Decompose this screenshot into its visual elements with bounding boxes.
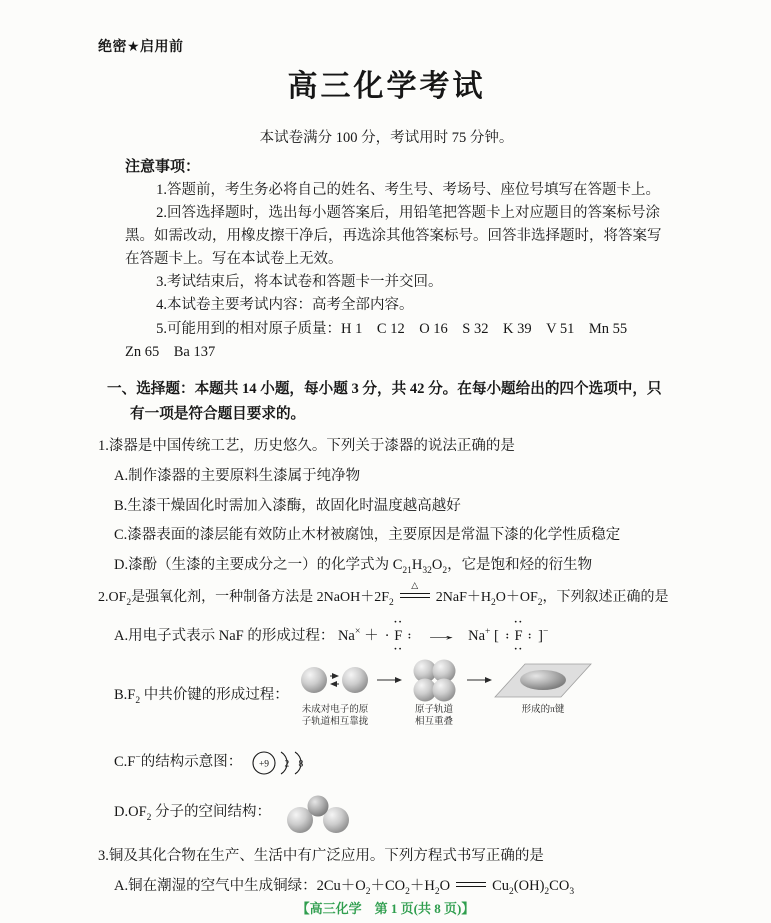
sodium-electron-mark: × [354,626,361,638]
shell-electron-count: 2 [284,759,290,770]
electron-dots-right: : [527,629,532,642]
chem-equals-sign: △ [400,593,430,598]
diagram-caption: 未成对电子的原 [301,704,369,715]
notice-item-1: 1.答题前，考生务必将自己的姓名、考生号、考场号、座位号填写在答题卡上。 [156,181,661,198]
diagram-caption: 原子轨道 [414,704,453,715]
electron-dots-top: ·· [393,616,403,629]
notice-heading: 注意事项： [125,158,201,175]
q1-option-b: B.生漆干燥固化时需加入漆酶，故固化时温度越高越好 [114,497,461,514]
chem-equals-sign [456,882,486,887]
reaction-arrow: → [422,628,461,645]
fluoride-ion-structure-diagram [250,743,316,783]
fluorine-symbol: F [394,628,403,645]
q2-option-c-label: C.F−的结构示意图： [114,753,243,771]
electron-dots-bottom: ·· [513,642,524,655]
orbital-sphere [342,667,368,693]
question-3 [98,846,675,899]
q2-option-a [114,616,675,655]
q2-option-d [114,791,675,837]
electron-dot-left: · [385,629,389,642]
fluoride-ion-lewis [505,616,532,655]
diagram-caption: 形成的π键 [521,704,565,715]
nucleus-charge: +9 [259,759,270,770]
question-2 [98,580,675,836]
electron-dots-bottom: ·· [393,642,403,655]
q2-option-b [114,659,675,735]
bracket-open: [ [494,628,499,645]
q2-option-a-label: A.用电子式表示 NaF 的形成过程： [114,628,335,645]
exam-title: 高三化学考试 [287,70,486,103]
bracket-close: ] [538,628,544,645]
of2-molecule-model [279,791,357,837]
exam-info-line: 本试卷满分 100 分，考试用时 75 分钟。 [259,129,514,146]
pi-bond-cloud [520,670,566,690]
cation-charge: + [485,627,491,638]
atomic-masses-line2: Zn 65 Ba 137 [125,343,216,360]
notice-section [125,155,675,365]
sodium-atom-symbol: Na [337,628,355,645]
section-1-heading: 一、选择题：本题共 14 小题，每小题 3 分，共 42 分。在每小题给出的四个选项中，只有一项是符合题目要求的。 [107,381,662,423]
question-3-stem: 3.铜及其化合物在生产、生活中有广泛应用。下列方程式书写正确的是 [98,847,544,864]
electron-dots-right: : [407,629,412,642]
electron-dots-top: ·· [513,616,524,629]
shell-electron-count: 8 [298,759,304,770]
question-1-stem: 1.漆器是中国传统工艺，历史悠久。下列关于漆器的说法正确的是 [98,438,515,455]
diagram-caption: 子轨道相互靠拢 [301,716,369,727]
question-1 [98,436,675,578]
page-footer: 【高三化学 第 1 页(共 8 页)】 [296,901,475,916]
notice-item-2: 2.回答选择题时，选出每小题答案后，用铅笔把答题卡上对应题目的答案标号涂黑。如需改动，用橡皮擦干净后，再选涂其他答案标号。回答非选择题时，将答案写在答题卡上。写在本试卷上无效。 [125,204,662,268]
fluorine-symbol: F [514,628,523,645]
electron-dots-left: : [505,629,510,642]
orbital-sphere [301,667,327,693]
q2-option-b-label: $B.F_2$ 中共价键的形成过程： [114,687,289,707]
anion-charge: − [543,627,549,638]
q2-option-c [114,743,675,783]
question-2-stem: $2.OF_2$是强氧化剂，一种制备方法是 $2NaOH+2F_2$ △ $2NaF+H_2O+OF_2$，下列叙述正确的是 [98,580,669,609]
overlapping-orbital-lobe [432,678,455,701]
fluorine-atom-lewis [385,616,412,655]
notice-item-5 [125,318,675,364]
sodium-ion-symbol: Na [468,628,486,645]
q1-option-a: A.制作漆器的主要原料生漆属于纯净物 [114,467,361,484]
q2-option-d-label: $D.OF_2$ 分子的空间结构： [114,804,272,824]
q1-option-d: D.漆酚（生漆的主要成分之一）的化学式为 $C_{21}H_{32}O_2$，它是饱和烃的衍生物 [114,557,593,577]
orbital-overlap-diagram [297,659,593,735]
q1-option-c: C.漆器表面的漆层能有效防止木材被腐蚀，主要原因是常温下漆的化学性质稳定 [114,527,621,544]
plus-sign: ＋ [364,628,379,645]
q3-option-a: A.铜在潮湿的空气中生成铜绿：$2Cu+O_2+CO_2+H_2O$ $Cu_2(OH)_2CO_3$ [114,877,575,897]
diagram-caption: 相互重叠 [414,716,453,727]
security-marking: 绝密★启用前 [98,40,184,55]
notice-item-3: 3.考试结束后，将本试卷和答题卡一并交回。 [156,274,443,291]
atomic-masses-line1: 5.可能用到的相对原子质量：H 1 C 12 O 16 S 32 K 39 V 51 Mn 55 [156,320,628,337]
oxygen-sphere [308,795,329,816]
notice-item-4: 4.本试卷主要考试内容：高考全部内容。 [156,297,414,314]
